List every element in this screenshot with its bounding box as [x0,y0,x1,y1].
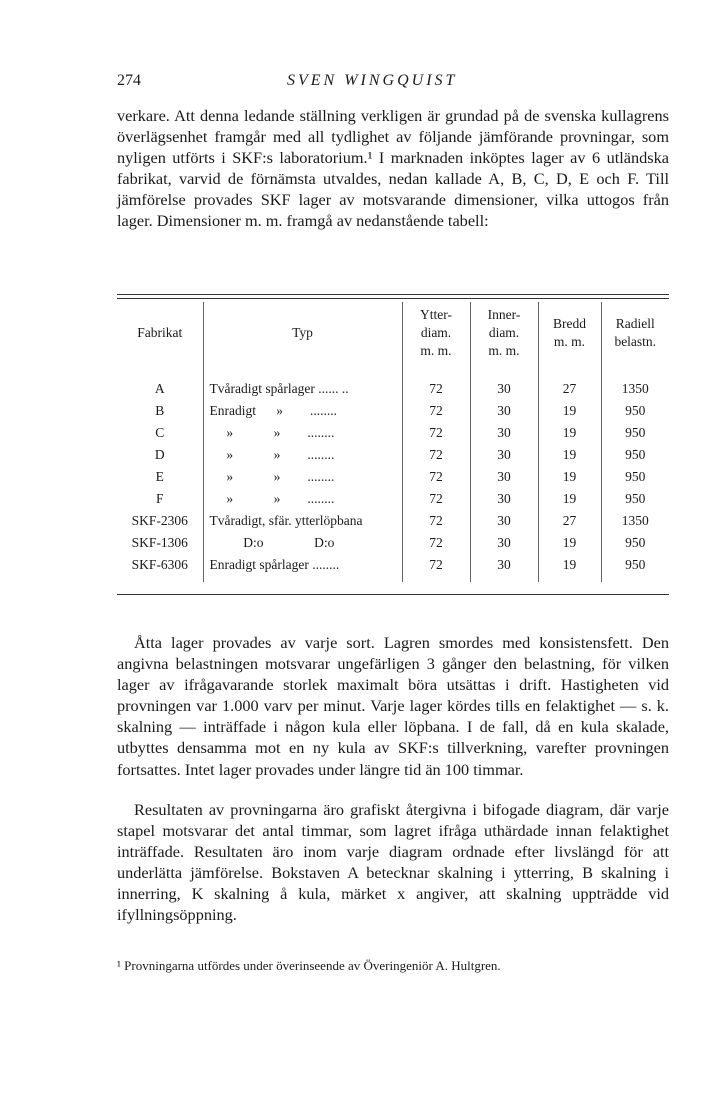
cell-inner: 30 [470,444,538,466]
cell-radiell: 1350 [601,510,669,532]
table-row [117,378,669,400]
paragraph-intro: verkare. Att denna ledande ställning verkligen är grundad på de svenska kullagrens överlägsenhet framgår med all tydlighet av följande jämförande provningar, som nyligen utförts i SKF:s laboratorium.¹ I marknaden inköptes lager av 6 utländska fabrikat, varvid de förnämsta utvaldes, nedan kallade A, B, C, D, E och F. Till jämförelse provades SKF lager av motsvarande dimensioner, vilka uttogos från lager. Dimensioner m. m. framgå av nedanstående tabell: [117,106,669,231]
table-grid [117,302,669,582]
cell-radiell: 950 [601,532,669,554]
cell-bredd: 19 [538,444,601,466]
table-row [117,466,669,488]
cell-ytter: 72 [402,554,470,582]
paragraph-results: Resultaten av provningarna äro grafiskt återgivna i bifogade diagram, där varje stapel motsvarar det antal timmar, som lagret ifråga uthärdade innan felaktighet inträffade. Resultaten äro inom varje diagram ordnade efter livslängd för att underlätta jämförelse. Bokstaven A betecknar skalning i ytterring, B skalning i innerring, K skalning å kula, märket x angiver, att skalning uppträdde vid ifyllningsöppning. [117,800,669,925]
page-header [117,72,669,96]
cell-ytter: 72 [402,510,470,532]
cell-bredd: 19 [538,466,601,488]
cell-inner: 30 [470,400,538,422]
cell-fabrikat: C [155,425,165,440]
cell-typ: Tvåradigt spårlager ...... .. [203,378,402,400]
running-head: SVEN WINGQUIST [287,72,458,89]
cell-typ: Tvåradigt, sfär. ytterlöpbana [203,510,402,532]
cell-radiell: 1350 [601,378,669,400]
cell-ytter: 72 [402,532,470,554]
cell-typ: » » ........ [203,488,402,510]
cell-bredd: 19 [538,400,601,422]
paragraph-method: Åtta lager provades av varje sort. Lagren smordes med konsistensfett. Den angivna belastningen motsvarar ungefärligen 3 gånger den belastning, för vilken lager av ifrågavarande storlek maximalt böra utsättas i drift. Hastigheten vid provningen var 1.000 varv per minut. Varje lager kördes tills en felaktighet — s. k. skalning — inträffade i någon kula eller löpbana. I de fall, då en kula skalade, utbyttes densamma mot en ny kula av SKF:s tillverkning, varefter provningen fortsattes. Intet lager provades under längre tid än 100 timmar. [117,633,669,779]
cell-typ: D:o D:o [203,532,402,554]
cell-inner: 30 [470,466,538,488]
cell-ytter: 72 [402,422,470,444]
header-bredd: Bredd m. m. [538,302,601,364]
cell-inner: 30 [470,510,538,532]
cell-bredd: 27 [538,378,601,400]
table-rule-top-inner [117,298,669,299]
table-row [117,510,669,532]
cell-typ: Enradigt spårlager ........ [203,554,402,582]
cell-fabrikat: SKF-6306 [131,557,188,572]
cell-fabrikat: F [155,491,164,506]
cell-inner: 30 [470,554,538,582]
table-row [117,488,669,510]
table-rule-bottom [117,594,669,595]
cell-typ: » » ........ [203,444,402,466]
cell-inner: 30 [470,532,538,554]
cell-ytter: 72 [402,488,470,510]
cell-radiell: 950 [601,400,669,422]
cell-fabrikat: B [155,403,165,418]
cell-fabrikat: SKF-1306 [131,535,188,550]
header-radiell-belastn: Radiell belastn. [601,302,669,364]
cell-bredd: 19 [538,488,601,510]
cell-ytter: 72 [402,466,470,488]
cell-bredd: 27 [538,510,601,532]
cell-radiell: 950 [601,444,669,466]
header-fabrikat: Fabrikat [137,325,183,340]
cell-bredd: 19 [538,532,601,554]
cell-typ: » » ........ [203,466,402,488]
cell-radiell: 950 [601,554,669,582]
page-number: 274 [117,72,141,89]
cell-ytter: 72 [402,378,470,400]
cell-ytter: 72 [402,444,470,466]
table-row [117,554,669,582]
header-ytter-diam: Ytter- diam. m. m. [402,302,470,364]
cell-bredd: 19 [538,422,601,444]
cell-radiell: 950 [601,422,669,444]
cell-fabrikat: D [154,447,165,462]
cell-fabrikat: E [155,469,164,484]
table-row [117,444,669,466]
cell-radiell: 950 [601,488,669,510]
cell-fabrikat: A [154,381,165,396]
cell-bredd: 19 [538,554,601,582]
cell-inner: 30 [470,422,538,444]
header-typ: Typ [203,302,402,364]
cell-typ: » » ........ [203,422,402,444]
cell-inner: 30 [470,488,538,510]
cell-radiell: 950 [601,466,669,488]
table-rule-top [117,294,669,295]
cell-ytter: 72 [402,400,470,422]
table-row [117,422,669,444]
footnote: ¹ Provningarna utfördes under överinseende av Överingeniör A. Hultgren. [117,958,501,973]
table-row [117,400,669,422]
cell-fabrikat: SKF-2306 [131,513,188,528]
table-row [117,532,669,554]
cell-inner: 30 [470,378,538,400]
table-header-row [117,302,669,364]
header-inner-diam: Inner- diam. m. m. [470,302,538,364]
cell-typ: Enradigt » ........ [203,400,402,422]
